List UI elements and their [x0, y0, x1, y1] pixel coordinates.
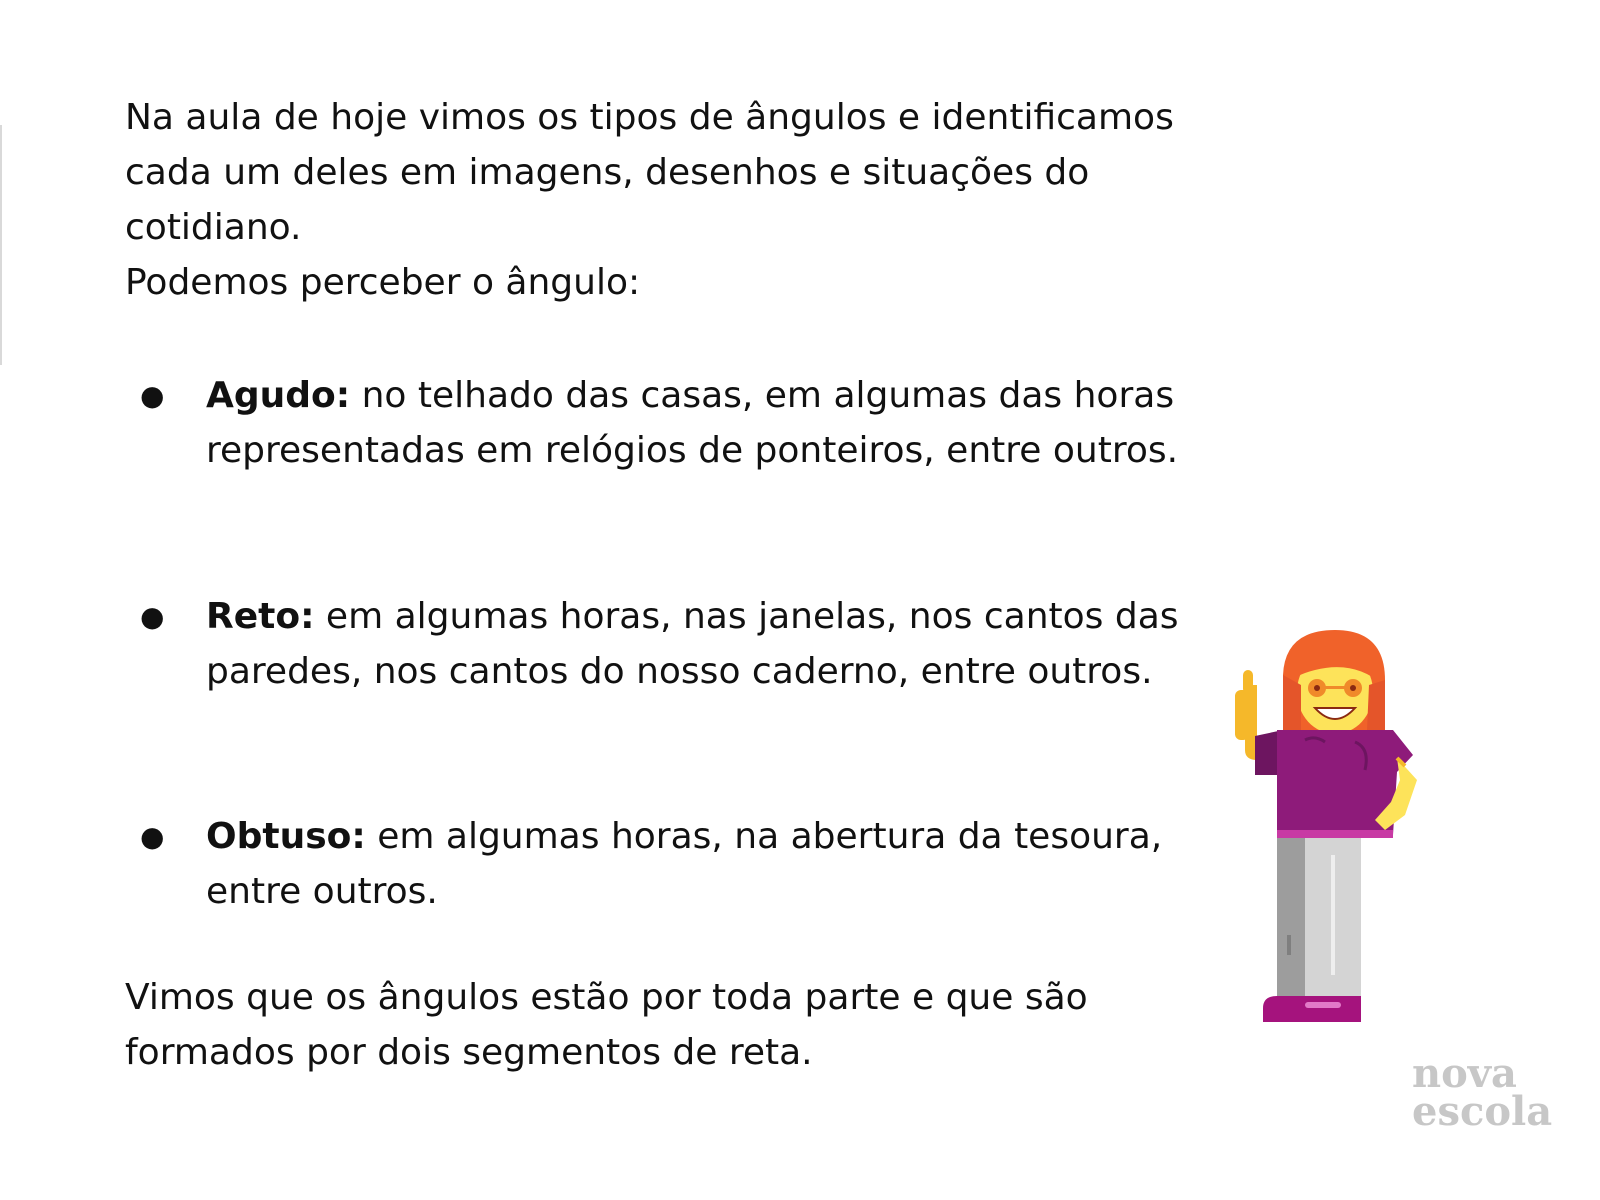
outro-line-2: formados por dois segmentos de reta. [125, 1032, 813, 1073]
left-divider [0, 125, 2, 365]
nova-escola-logo [1412, 1050, 1582, 1155]
bullet-text-continued: entre outros. [206, 871, 438, 912]
bullet-term: Reto: [206, 596, 315, 637]
intro-line-4: Podemos perceber o ângulo: [125, 262, 641, 303]
intro-paragraph [125, 90, 1245, 310]
bullet-term: Agudo: [206, 375, 351, 416]
bullet-text: no telhado das casas, em algumas das horas [350, 375, 1175, 416]
girl-thumbs-up-icon [1235, 630, 1455, 1060]
bullet-text: em algumas horas, nas janelas, nos cantos das [314, 596, 1179, 637]
bullet-icon: ● [140, 820, 165, 853]
bullet-text: em algumas horas, na abertura da tesoura, [365, 816, 1163, 857]
bullet-term: Obtuso: [206, 816, 366, 857]
intro-line-3: cotidiano. [125, 207, 302, 248]
outro-paragraph [125, 970, 1185, 1080]
bullet-icon: ● [140, 379, 165, 412]
intro-line-2: cada um deles em imagens, desenhos e situações do [125, 152, 1090, 193]
bullet-text-continued: representadas em relógios de ponteiros, entre outros. [206, 430, 1179, 471]
logo-line-2: escola [1412, 1088, 1553, 1135]
bullet-icon: ● [140, 600, 165, 633]
bullet-text-continued: paredes, nos cantos do nosso caderno, entre outros. [206, 651, 1153, 692]
intro-line-1: Na aula de hoje vimos os tipos de ângulos e identificamos [125, 97, 1174, 138]
logo-line-1: nova [1412, 1050, 1517, 1097]
outro-line-1: Vimos que os ângulos estão por toda parte e que são [125, 977, 1088, 1018]
